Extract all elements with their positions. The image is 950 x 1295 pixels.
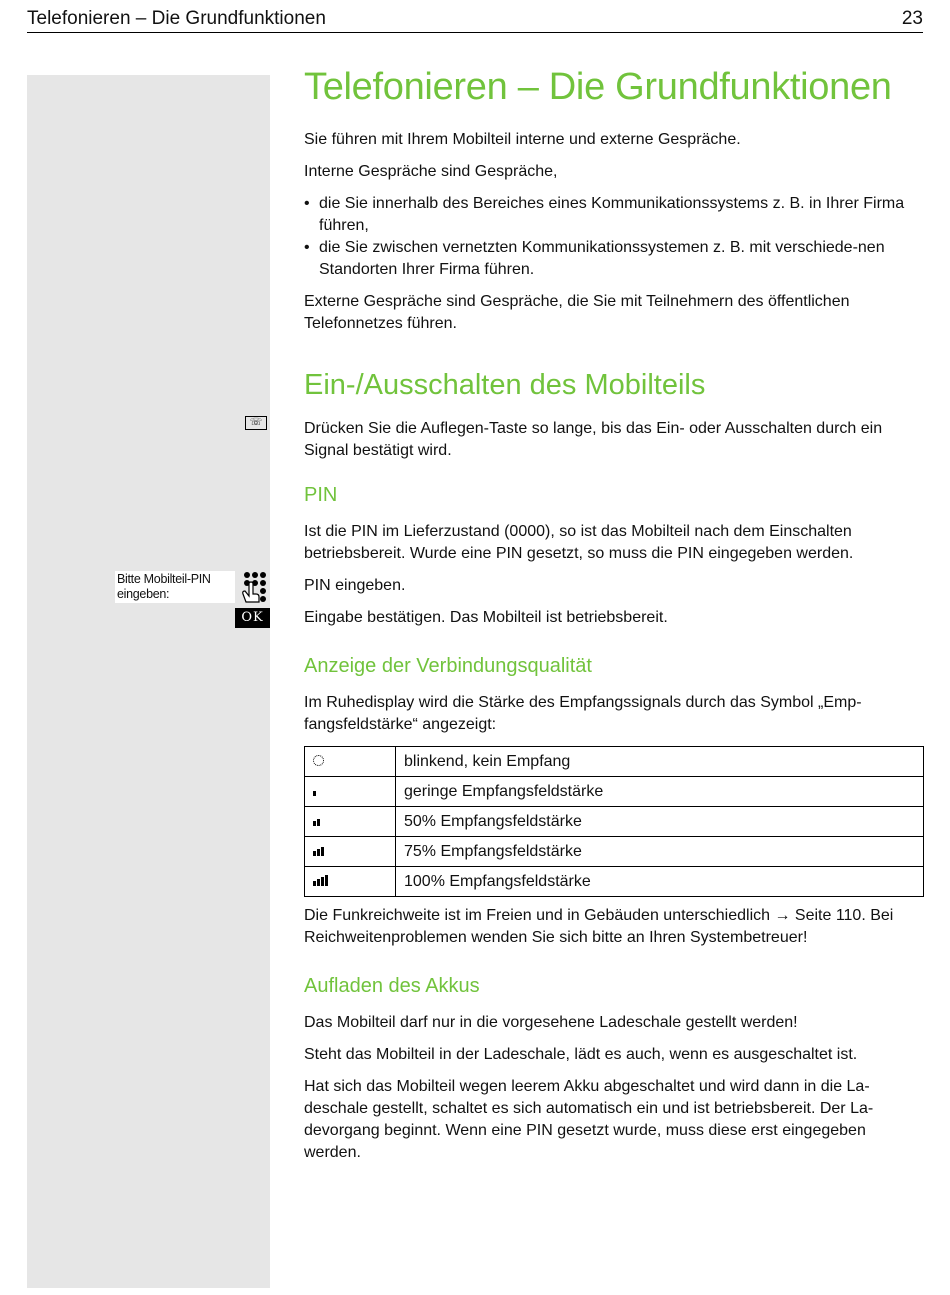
list-item: • die Sie innerhalb des Bereiches eines Kommunikationssystems z. B. in Ihrer Firma führen, <box>304 193 924 237</box>
table-row <box>305 807 924 837</box>
running-header-title: Telefonieren – Die Grundfunktionen <box>27 8 326 29</box>
table-row <box>305 747 924 777</box>
power-paragraph: Drücken Sie die Auflegen-Taste so lange, bis das Ein- oder Ausschalten durch ein Signal bestätigt wird. <box>304 420 883 459</box>
signal-2-icon <box>305 807 396 837</box>
signal-description: 100% Empfangsfeldstärke <box>396 867 924 897</box>
section-heading-power: Ein-/Ausschalten des Mobilteils <box>304 369 706 401</box>
table-row <box>305 777 924 807</box>
section-heading-quality: Anzeige der Verbindungsqualität <box>304 655 592 677</box>
table-row <box>305 867 924 897</box>
section-heading-charging: Aufladen des Akkus <box>304 975 480 997</box>
table-row <box>305 837 924 867</box>
section-heading-pin: PIN <box>304 484 338 506</box>
signal-description: blinkend, kein Empfang <box>396 747 924 777</box>
signal-1-icon <box>305 777 396 807</box>
signal-description: geringe Empfangsfeldstärke <box>396 777 924 807</box>
sidebar <box>27 75 270 1288</box>
internal-calls-list <box>304 193 924 281</box>
list-item: • die Sie zwischen vernetzten Kommunikationssystemen z. B. mit verschiede-nen Standorten Ihrer Firma führen. <box>304 237 924 281</box>
page-title: Telefonieren – Die Grundfunktionen <box>304 66 892 108</box>
signal-4-icon <box>305 867 396 897</box>
display-prompt: Bitte Mobilteil-PIN eingeben: <box>115 571 235 603</box>
external-calls-paragraph: Externe Gespräche sind Gespräche, die Sie mit Teilnehmern des öffentlichen Telefonnetzes führen. <box>304 293 850 332</box>
signal-description: 50% Empfangsfeldstärke <box>396 807 924 837</box>
signal-description: 75% Empfangsfeldstärke <box>396 837 924 867</box>
internal-calls-paragraph: Interne Gespräche sind Gespräche, <box>304 163 558 180</box>
main-content <box>304 66 924 1174</box>
no-signal-icon <box>305 747 396 777</box>
charging-paragraph-3: Hat sich das Mobilteil wegen leerem Akku abgeschaltet und wird dann in die La-deschale gestellt, schaltet es sich automatisch ein und ist betriebsbereit. Der La-devorgang beginnt. Wenn eine PIN gesetzt wurde, muss diese erst eingegeben werden. <box>304 1078 874 1161</box>
pin-enter-step: PIN eingeben. <box>304 577 406 594</box>
pin-confirm-step: Eingabe bestätigen. Das Mobilteil ist betriebsbereit. <box>304 609 668 626</box>
page-header <box>27 6 923 33</box>
range-paragraph: Die Funkreichweite ist im Freien und in Gebäuden unterschiedlich → Seite 110. Bei Reichweitenproblemen wenden Sie sich bitte an Ihren Systembetreuer! <box>304 907 894 946</box>
signal-3-icon <box>305 837 396 867</box>
hang-up-key-icon: ☏ <box>245 416 267 430</box>
keypad-icon <box>238 570 270 604</box>
signal-table <box>304 746 924 897</box>
page-number: 23 <box>901 8 923 29</box>
ok-key: OK <box>235 608 270 628</box>
charging-paragraph-2: Steht das Mobilteil in der Ladeschale, lädt es auch, wenn es ausgeschaltet ist. <box>304 1046 858 1063</box>
intro-paragraph: Sie führen mit Ihrem Mobilteil interne und externe Gespräche. <box>304 131 741 148</box>
pin-paragraph: Ist die PIN im Lieferzustand (0000), so ist das Mobilteil nach dem Einschalten betriebsbereit. Wurde eine PIN gesetzt, so muss die PIN eingegeben werden. <box>304 523 854 562</box>
quality-paragraph: Im Ruhedisplay wird die Stärke des Empfangssignals durch das Symbol „Emp-fangsfeldstärke“ angezeigt: <box>304 694 862 733</box>
charging-paragraph-1: Das Mobilteil darf nur in die vorgesehene Ladeschale gestellt werden! <box>304 1014 798 1031</box>
